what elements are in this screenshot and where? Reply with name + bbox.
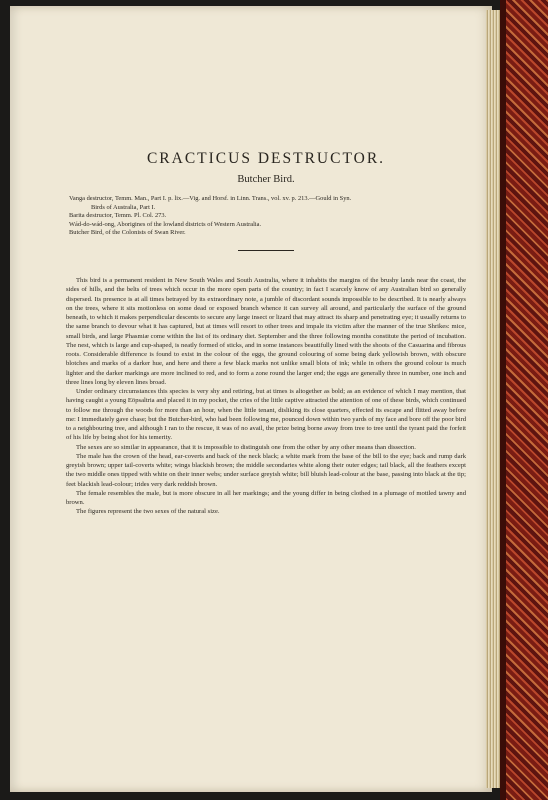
marbled-cover <box>500 0 548 800</box>
synonymy-line: Birds of Australia, Part I. <box>91 203 156 211</box>
header-section <box>66 150 466 251</box>
paragraph: The figures represent the two sexes of the natural size. <box>76 508 220 516</box>
page-title: CRACTICUS DESTRUCTOR. <box>146 150 386 167</box>
paragraph: This bird is a permanent resident in New South Wales and South Australia, where it inhabits the margins of the brushy lands near the coast, the sides of hills, and the belts of trees which occur in the more open parts of the country; in fact I scarcely know of any Australian bird so generally dispersed. Its presence is at all times betrayed by its extraordinary note, a jumble of discordant sounds impossible to be described. It is nearly always on the trees, where it sits motionless on some dead or exposed branch whence it can survey all around, and particularly the surface of the ground beneath, to which it makes perpendicular descents to secure any large insect or lizard that may attract its sharp and penetrating eye; it usually returns to the same branch to devour what it has captured, but at times will resort to other trees and impale its victim after the manner of the true Shrikes: mice, small birds, and large Phasmiæ come within the list of its ordinary diet. September and the three following months constitute the period of incubation. The nest, which is large and cup-shaped, is neatly formed of sticks, and in some instances beautifully lined with the shoots of the Casuarina and fibrous roots. Considerable difference is found to exist in the colour of the eggs, the ground colouring of some being dark yellowish brown, with obscure blotches and marks of a darker hue, and here and there a few black marks not unlike small blots of ink; while in others the ground colour is much lighter and the darker markings are more inclined to red, and to form a zone round the larger end; the eggs are generally three in number, one inch and three lines long by eleven lines broad. <box>66 277 466 386</box>
synonymy-line: Butcher Bird, of the Colonists of Swan River. <box>69 229 186 237</box>
divider-rule <box>238 250 294 251</box>
common-name: Butcher Bird. <box>237 174 295 185</box>
paragraph: The male has the crown of the head, ear-coverts and back of the neck black; a white mark from the base of the bill to the eye; back and rump dark greyish brown; upper tail-coverts white; wings blackish brown; the middle secondaries white along their outer edges; tail black, all the feathers except the two middle ones tipped with white on their inner webs; under surface greyish white; bill bluish lead-colour at the base, passing into black at the tip; feet blackish lead-colour; irides very dark reddish brown. <box>66 452 466 488</box>
paragraph: The female resembles the male, but is more obscure in all her markings; and the young differ in being clothed in a plumage of mottled tawny and brown. <box>66 489 466 506</box>
paragraph: Under ordinary circumstances this species is very shy and retiring, but at times is altogether as bold; as an evidence of which I may mention, that having caught a young Eöpsaltria and placed it in my pocket, the cries of the little captive attracted the attention of one of these birds, which continued to follow me through the woods for more than an hour, when the little tenant, disliking its close quarters, effected its escape and flitted away before me: I immediately gave chase; but the Butcher-bird, who had been following me, pounced down within two yards of my face and bore off the poor bird to a neighbouring tree, and although I ran to the rescue, it was of no avail, the prize being borne away from tree to tree until the tyrant paid the forfeit of his life by being shot for his temerity. <box>66 388 466 442</box>
synonymy-line: Barita destructor, Temm. Pl. Col. 273. <box>69 212 167 220</box>
body-text <box>66 276 466 517</box>
synonymy-line: Vanga destructor, Temm. Man., Part I. p. lix.—Vig. and Horsf. in Linn. Trans., vol. xv. p. 213.—Gould in Syn. <box>69 195 352 202</box>
synonymy-line: Wád-do-wád-ong, Aborigines of the lowland districts of Western Australia. <box>69 220 262 228</box>
paragraph: The sexes are so similar in appearance, that it is impossible to distinguish one from the other by any other means than dissection. <box>76 443 416 451</box>
synonymy-list <box>69 195 466 238</box>
